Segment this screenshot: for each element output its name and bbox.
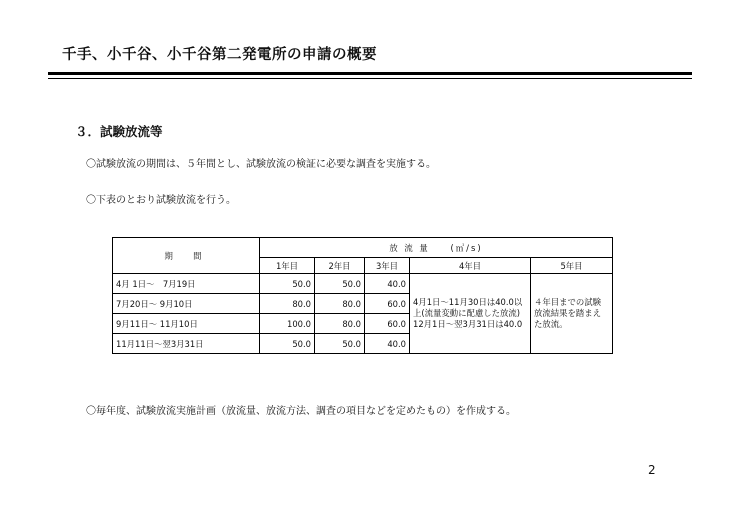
header-period: 期 間 (113, 238, 260, 274)
year5-note-text: ４年目までの試験放流結果を踏まえた放流。 (534, 297, 601, 329)
table-header-row (113, 238, 613, 258)
title-underline-thin (48, 78, 692, 79)
row-year2-value: 80.0 (315, 314, 365, 334)
header-flow: 放 流 量 (㎥/s) (260, 238, 613, 258)
header-year-2: 2年目 (315, 258, 365, 274)
year4-note (410, 274, 531, 354)
row-period: 7月20日～ 9月10日 (113, 294, 260, 314)
row-year3-value: 40.0 (365, 274, 410, 294)
row-period: 11月11日～翌3月31日 (113, 334, 260, 354)
row-year2-value: 50.0 (315, 274, 365, 294)
bullet-annual-plan: 〇毎年度、試験放流実施計画（放流量、放流方法、調査の項目などを定めたもの）を作成する。 (86, 406, 516, 417)
header-year-4: 4年目 (410, 258, 531, 274)
row-year3-value: 60.0 (365, 294, 410, 314)
table-row (113, 274, 613, 294)
row-year1-value: 80.0 (260, 294, 315, 314)
discharge-plan-table (112, 237, 613, 354)
row-period: 9月11日～ 11月10日 (113, 314, 260, 334)
title-underline-thick (48, 72, 692, 75)
header-year-3: 3年目 (365, 258, 410, 274)
row-year1-value: 50.0 (260, 274, 315, 294)
row-year1-value: 100.0 (260, 314, 315, 334)
page-number: 2 (648, 463, 656, 477)
year5-note (531, 274, 613, 354)
row-year3-value: 40.0 (365, 334, 410, 354)
bullet-test-period: 〇試験放流の期間は、５年間とし、試験放流の検証に必要な調査を実施する。 (86, 159, 436, 170)
row-year2-value: 50.0 (315, 334, 365, 354)
bullet-table-intro: 〇下表のとおり試験放流を行う。 (86, 195, 236, 206)
header-year-1: 1年目 (260, 258, 315, 274)
row-period: 4月 1日～ 7月19日 (113, 274, 260, 294)
row-year2-value: 80.0 (315, 294, 365, 314)
header-year-5: 5年目 (531, 258, 613, 274)
row-year1-value: 50.0 (260, 334, 315, 354)
section-heading: ３．試験放流等 (75, 124, 163, 139)
page-title: 千手、小千谷、小千谷第二発電所の申請の概要 (62, 47, 377, 63)
row-year3-value: 60.0 (365, 314, 410, 334)
year4-note-text: 4月1日～11月30日は40.0以上(流量変動に配慮した放流) 12月1日～翌3月31日は40.0 (413, 297, 523, 329)
